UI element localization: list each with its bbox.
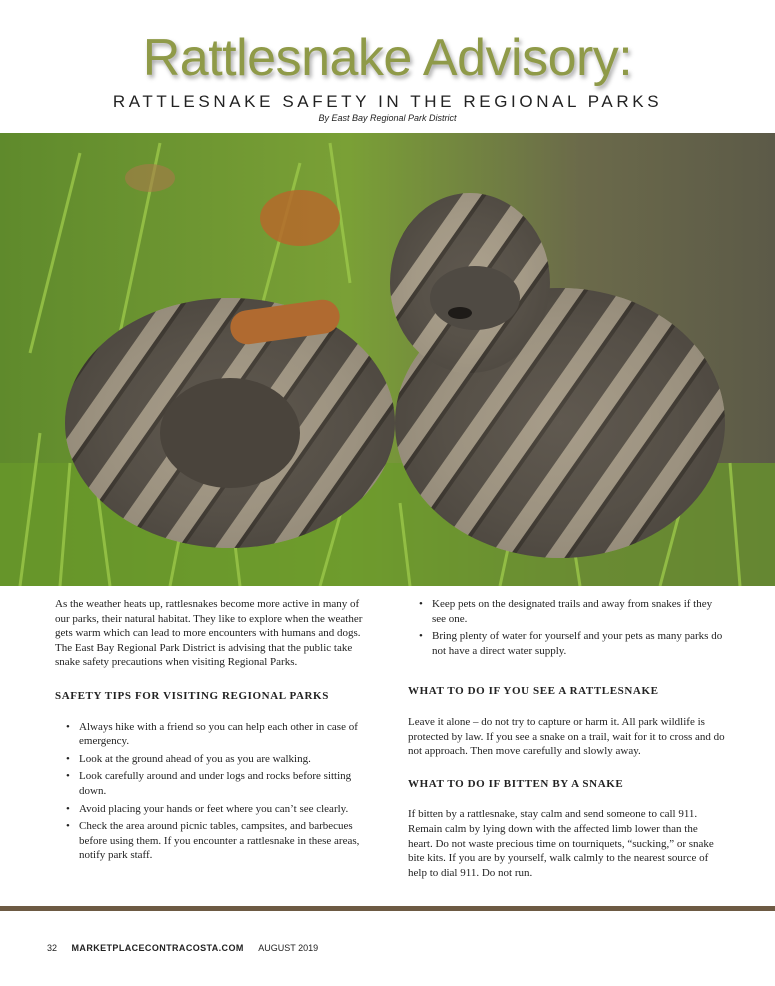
see-rattlesnake-body: Leave it alone – do not try to capture or harm it. All park wildlife is protected by law. If you see a snake on a trail, wait for it to cross and do not approach. Then move carefully and slowly away. (408, 715, 725, 758)
bitten-body: If bitten by a rattlesnake, stay calm and send someone to call 911. Remain calm by lying down with the affected limb lower than the heart. Do not waste precious time on tourniquets, “sucking,” or snake bite kits. If you are by yourself, walk calmly to the nearest source of help to dial 911. Do not run. (408, 808, 714, 879)
page-number: 32 (47, 943, 58, 953)
intro-paragraph: As the weather heats up, rattlesnakes become more active in many of our parks, their natural habitat. They like to explore when the weather gets warm which can lead to more encounters with humans and dogs. The East Bay Regional Park District is advising that the public take snake safety precautions when visiting Regional Parks. (55, 598, 363, 669)
list-item: • Always hike with a friend so you can help each other in case of emergency. (55, 720, 373, 749)
article-subtitle: RATTLESNAKE SAFETY IN THE REGIONAL PARKS (112, 92, 663, 111)
list-item: • Look at the ground ahead of you as you are walking. (55, 752, 373, 767)
left-column (55, 597, 373, 866)
issue-date: AUGUST 2019 (258, 943, 319, 953)
byline: By East Bay Regional Park District (318, 113, 457, 123)
page-footer (47, 943, 330, 953)
safety-tips-list-continued (408, 597, 725, 658)
safety-tips-list (55, 720, 373, 863)
list-item: • Bring plenty of water for yourself and your pets as many parks do not have a direct water supply. (408, 629, 725, 658)
rattlesnake-photo (0, 133, 775, 586)
article-title: Rattlesnake Advisory: (142, 29, 633, 87)
footer-divider (0, 906, 775, 911)
right-column (408, 597, 725, 880)
website-link[interactable]: MARKETPLACECONTRACOSTA.COM (71, 943, 244, 953)
bitten-heading: WHAT TO DO IF BITTEN BY A SNAKE (408, 777, 624, 790)
list-item: • Check the area around picnic tables, campsites, and barbecues before using them. If you encounter a rattlesnake in these areas, notify park staff. (55, 819, 373, 863)
see-rattlesnake-heading: WHAT TO DO IF YOU SEE A RATTLESNAKE (408, 685, 659, 698)
list-item: • Keep pets on the designated trails and away from snakes if they see one. (408, 597, 725, 626)
safety-tips-heading: SAFETY TIPS FOR VISITING REGIONAL PARKS (55, 689, 329, 702)
list-item: • Look carefully around and under logs and rocks before sitting down. (55, 769, 373, 798)
list-item: • Avoid placing your hands or feet where you can’t see clearly. (55, 802, 373, 817)
